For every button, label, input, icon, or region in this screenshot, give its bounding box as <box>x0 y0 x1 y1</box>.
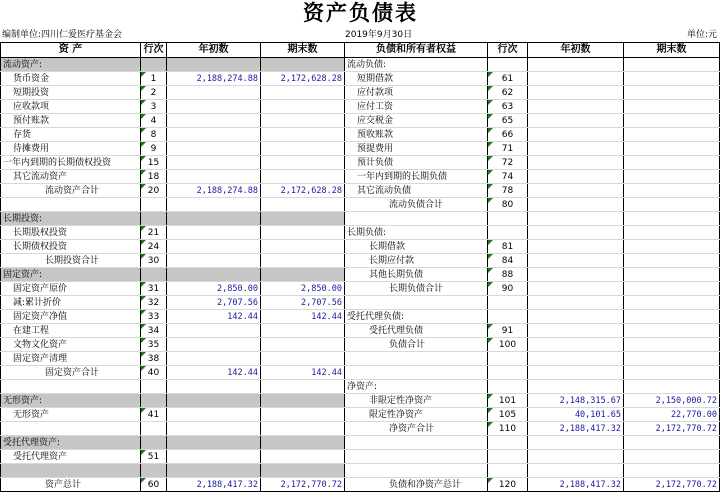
end-amount[interactable] <box>624 352 720 366</box>
end-amount[interactable] <box>624 226 720 240</box>
header-row <box>1 43 720 58</box>
end-amount[interactable] <box>261 198 345 212</box>
line-number[interactable] <box>488 436 528 450</box>
line-number[interactable]: 80 <box>488 198 528 212</box>
report-date: 2019年9月30日 <box>345 30 413 40</box>
begin-amount[interactable] <box>528 338 624 352</box>
end-amount[interactable]: 2,172,770.72 <box>624 478 720 492</box>
line-number[interactable]: 20 <box>141 184 167 198</box>
end-amount[interactable] <box>624 240 720 254</box>
end-amount[interactable]: 2,172,770.72 <box>261 478 345 492</box>
end-amount[interactable]: 142.44 <box>261 310 345 324</box>
begin-amount[interactable] <box>528 296 624 310</box>
end-amount[interactable] <box>624 254 720 268</box>
liability-label[interactable]: 流动负债: <box>345 58 488 72</box>
end-amount[interactable] <box>624 114 720 128</box>
table-row <box>1 464 720 478</box>
line-number[interactable]: 34 <box>141 324 167 338</box>
begin-amount[interactable] <box>528 142 624 156</box>
begin-amount[interactable] <box>528 310 624 324</box>
line-number[interactable]: 21 <box>141 226 167 240</box>
end-amount[interactable] <box>624 156 720 170</box>
liability-label[interactable]: 应付款项 <box>345 86 488 100</box>
asset-label[interactable]: 长期股权投资 <box>1 226 141 240</box>
liability-label[interactable]: 应付工资 <box>345 100 488 114</box>
line-number[interactable]: 63 <box>488 100 528 114</box>
line-number[interactable]: 31 <box>141 282 167 296</box>
asset-label[interactable]: 其它流动资产 <box>1 170 141 184</box>
end-amount[interactable]: 2,707.56 <box>261 296 345 310</box>
liability-label[interactable]: 限定性净资产 <box>345 408 488 422</box>
line-number[interactable]: 71 <box>488 142 528 156</box>
line-number[interactable] <box>141 268 167 282</box>
end-amount[interactable] <box>624 198 720 212</box>
liability-label[interactable]: 负债和净资产总计 <box>345 478 488 492</box>
liability-label[interactable]: 长期借款 <box>345 240 488 254</box>
table-row <box>1 170 720 184</box>
table-row <box>1 422 720 436</box>
liability-label[interactable] <box>345 450 488 464</box>
begin-amount[interactable] <box>167 212 261 226</box>
line-number[interactable] <box>488 58 528 72</box>
line-number[interactable]: 72 <box>488 156 528 170</box>
line-number[interactable]: 32 <box>141 296 167 310</box>
begin-amount[interactable] <box>167 268 261 282</box>
asset-label[interactable] <box>1 198 141 212</box>
asset-label[interactable]: 受托代理资产: <box>1 436 141 450</box>
begin-amount[interactable] <box>167 128 261 142</box>
begin-amount[interactable]: 40,101.65 <box>528 408 624 422</box>
header-end-2: 期末数 <box>624 43 720 58</box>
table-row <box>1 436 720 450</box>
line-number[interactable] <box>488 366 528 380</box>
line-number[interactable]: 30 <box>141 254 167 268</box>
liability-label[interactable]: 应交税金 <box>345 114 488 128</box>
end-amount[interactable] <box>261 422 345 436</box>
end-amount[interactable]: 2,172,628.28 <box>261 184 345 198</box>
end-amount[interactable]: 2,172,770.72 <box>624 422 720 436</box>
liability-label[interactable]: 预提费用 <box>345 142 488 156</box>
begin-amount[interactable] <box>528 352 624 366</box>
line-number[interactable] <box>141 198 167 212</box>
table-row <box>1 184 720 198</box>
liability-label[interactable]: 其它流动负债 <box>345 184 488 198</box>
asset-label[interactable] <box>1 380 141 394</box>
liability-label[interactable]: 流动负债合计 <box>345 198 488 212</box>
begin-amount[interactable] <box>528 324 624 338</box>
liability-label[interactable]: 净资产合计 <box>345 422 488 436</box>
begin-amount[interactable] <box>528 156 624 170</box>
line-number[interactable] <box>141 464 167 478</box>
liability-label[interactable]: 受托代理负债 <box>345 324 488 338</box>
liability-label[interactable]: 其他长期负债 <box>345 268 488 282</box>
end-amount[interactable]: 2,150,000.72 <box>624 394 720 408</box>
begin-amount[interactable] <box>167 450 261 464</box>
line-number[interactable]: 51 <box>141 450 167 464</box>
line-number[interactable]: 81 <box>488 240 528 254</box>
line-number[interactable] <box>141 436 167 450</box>
begin-amount[interactable] <box>528 268 624 282</box>
table-row <box>1 408 720 422</box>
line-number[interactable]: 33 <box>141 310 167 324</box>
begin-amount[interactable]: 2,188,417.32 <box>528 478 624 492</box>
asset-label[interactable]: 一年内到期的长期债权投资 <box>1 156 141 170</box>
end-amount[interactable] <box>261 450 345 464</box>
begin-amount[interactable]: 2,707.56 <box>167 296 261 310</box>
end-amount[interactable] <box>261 58 345 72</box>
end-amount[interactable] <box>261 338 345 352</box>
begin-amount[interactable] <box>528 86 624 100</box>
table-row <box>1 128 720 142</box>
begin-amount[interactable] <box>528 464 624 478</box>
line-number[interactable]: 90 <box>488 282 528 296</box>
table-row <box>1 380 720 394</box>
line-number[interactable] <box>141 380 167 394</box>
table-row <box>1 352 720 366</box>
end-amount[interactable] <box>261 268 345 282</box>
begin-amount[interactable] <box>528 436 624 450</box>
end-amount[interactable] <box>624 464 720 478</box>
line-number[interactable]: 4 <box>141 114 167 128</box>
begin-amount[interactable] <box>528 240 624 254</box>
begin-amount[interactable] <box>528 226 624 240</box>
begin-amount[interactable] <box>167 58 261 72</box>
begin-amount[interactable] <box>167 100 261 114</box>
begin-amount[interactable]: 2,188,417.32 <box>528 422 624 436</box>
line-number[interactable]: 38 <box>141 352 167 366</box>
end-amount[interactable] <box>261 114 345 128</box>
line-number[interactable] <box>488 450 528 464</box>
table-row <box>1 72 720 86</box>
begin-amount[interactable]: 2,148,315.67 <box>528 394 624 408</box>
end-amount[interactable]: 142.44 <box>261 366 345 380</box>
asset-label[interactable] <box>1 464 141 478</box>
asset-label[interactable]: 固定资产: <box>1 268 141 282</box>
end-amount[interactable] <box>624 380 720 394</box>
end-amount[interactable] <box>261 128 345 142</box>
begin-amount[interactable]: 142.44 <box>167 366 261 380</box>
line-number[interactable]: 40 <box>141 366 167 380</box>
begin-amount[interactable] <box>167 198 261 212</box>
liability-label[interactable] <box>345 436 488 450</box>
asset-label[interactable] <box>1 422 141 436</box>
org-name: 编制单位:四川仁爱医疗基金会 <box>2 30 123 40</box>
line-number[interactable] <box>141 422 167 436</box>
asset-label[interactable]: 长期投资: <box>1 212 141 226</box>
begin-amount[interactable] <box>528 198 624 212</box>
begin-amount[interactable] <box>167 394 261 408</box>
table-row <box>1 338 720 352</box>
begin-amount[interactable] <box>167 436 261 450</box>
table-row <box>1 478 720 492</box>
begin-amount[interactable] <box>528 184 624 198</box>
end-amount[interactable] <box>624 142 720 156</box>
liability-label[interactable] <box>345 464 488 478</box>
table-row <box>1 100 720 114</box>
end-amount[interactable] <box>261 142 345 156</box>
end-amount[interactable] <box>624 184 720 198</box>
line-number[interactable]: 3 <box>141 100 167 114</box>
asset-label[interactable]: 固定资产清理 <box>1 352 141 366</box>
liability-label[interactable]: 非限定性净资产 <box>345 394 488 408</box>
begin-amount[interactable] <box>528 212 624 226</box>
liability-label[interactable]: 长期负债: <box>345 226 488 240</box>
asset-label[interactable]: 货币资金 <box>1 72 141 86</box>
begin-amount[interactable]: 2,850.00 <box>167 282 261 296</box>
asset-label[interactable]: 在建工程 <box>1 324 141 338</box>
begin-amount[interactable] <box>167 142 261 156</box>
asset-label[interactable]: 待摊费用 <box>1 142 141 156</box>
end-amount[interactable] <box>261 254 345 268</box>
liability-label[interactable]: 负债合计 <box>345 338 488 352</box>
begin-amount[interactable] <box>167 114 261 128</box>
asset-label[interactable]: 无形资产: <box>1 394 141 408</box>
liability-label[interactable]: 一年内到期的长期负债 <box>345 170 488 184</box>
end-amount[interactable] <box>624 72 720 86</box>
begin-amount[interactable] <box>528 450 624 464</box>
header-end: 期末数 <box>261 43 345 58</box>
end-amount[interactable]: 22,770.00 <box>624 408 720 422</box>
table-row <box>1 450 720 464</box>
liability-label[interactable] <box>345 352 488 366</box>
line-number[interactable]: 100 <box>488 338 528 352</box>
liability-label[interactable]: 受托代理负债: <box>345 310 488 324</box>
line-number[interactable]: 41 <box>141 408 167 422</box>
liability-label[interactable]: 净资产: <box>345 380 488 394</box>
begin-amount[interactable] <box>167 408 261 422</box>
begin-amount[interactable] <box>528 72 624 86</box>
line-number[interactable]: 91 <box>488 324 528 338</box>
liability-label[interactable] <box>345 296 488 310</box>
line-number[interactable] <box>141 58 167 72</box>
line-number[interactable] <box>488 310 528 324</box>
line-number[interactable]: 61 <box>488 72 528 86</box>
begin-amount[interactable]: 2,188,274.88 <box>167 72 261 86</box>
line-number[interactable] <box>488 296 528 310</box>
end-amount[interactable]: 2,172,628.28 <box>261 72 345 86</box>
begin-amount[interactable] <box>167 380 261 394</box>
header-liabilities: 负债和所有者权益 <box>345 43 488 58</box>
line-number[interactable]: 88 <box>488 268 528 282</box>
table-row <box>1 240 720 254</box>
end-amount[interactable]: 2,850.00 <box>261 282 345 296</box>
balance-sheet-table <box>0 42 720 492</box>
end-amount[interactable] <box>624 436 720 450</box>
end-amount[interactable] <box>261 212 345 226</box>
end-amount[interactable] <box>624 170 720 184</box>
end-amount[interactable] <box>624 58 720 72</box>
table-row <box>1 198 720 212</box>
asset-label[interactable]: 文物文化资产 <box>1 338 141 352</box>
begin-amount[interactable] <box>528 58 624 72</box>
table-row <box>1 366 720 380</box>
begin-amount[interactable] <box>528 128 624 142</box>
line-number[interactable]: 74 <box>488 170 528 184</box>
liability-label[interactable]: 长期负债合计 <box>345 282 488 296</box>
end-amount[interactable] <box>624 268 720 282</box>
end-amount[interactable] <box>261 324 345 338</box>
table-row <box>1 58 720 72</box>
liability-label[interactable] <box>345 366 488 380</box>
end-amount[interactable] <box>624 86 720 100</box>
end-amount[interactable] <box>261 240 345 254</box>
header-assets: 资 产 <box>1 43 141 58</box>
end-amount[interactable] <box>261 100 345 114</box>
table-row <box>1 268 720 282</box>
asset-label[interactable]: 固定资产净值 <box>1 310 141 324</box>
begin-amount[interactable] <box>528 170 624 184</box>
table-row <box>1 142 720 156</box>
table-row <box>1 212 720 226</box>
begin-amount[interactable] <box>167 422 261 436</box>
header-line: 行次 <box>141 43 167 58</box>
end-amount[interactable] <box>261 156 345 170</box>
line-number[interactable] <box>488 212 528 226</box>
table-row <box>1 254 720 268</box>
end-amount[interactable] <box>624 212 720 226</box>
begin-amount[interactable] <box>167 338 261 352</box>
begin-amount[interactable] <box>528 282 624 296</box>
end-amount[interactable] <box>624 310 720 324</box>
line-number[interactable]: 110 <box>488 422 528 436</box>
liability-label[interactable]: 预收账款 <box>345 128 488 142</box>
line-number[interactable]: 18 <box>141 170 167 184</box>
line-number[interactable] <box>141 212 167 226</box>
end-amount[interactable] <box>624 296 720 310</box>
end-amount[interactable] <box>261 436 345 450</box>
end-amount[interactable] <box>261 380 345 394</box>
begin-amount[interactable] <box>528 114 624 128</box>
end-amount[interactable] <box>261 86 345 100</box>
end-amount[interactable] <box>261 226 345 240</box>
line-number[interactable] <box>488 352 528 366</box>
line-number[interactable]: 2 <box>141 86 167 100</box>
header-begin: 年初数 <box>167 43 261 58</box>
end-amount[interactable] <box>624 338 720 352</box>
report-title: 资产负债表 <box>303 0 418 25</box>
line-number[interactable]: 78 <box>488 184 528 198</box>
line-number[interactable]: 62 <box>488 86 528 100</box>
table-row <box>1 394 720 408</box>
end-amount[interactable] <box>261 352 345 366</box>
begin-amount[interactable] <box>167 254 261 268</box>
begin-amount[interactable] <box>167 352 261 366</box>
line-number[interactable]: 1 <box>141 72 167 86</box>
asset-label[interactable]: 减:累计折价 <box>1 296 141 310</box>
header-begin-2: 年初数 <box>528 43 624 58</box>
table-row <box>1 226 720 240</box>
table-row <box>1 324 720 338</box>
table-row <box>1 86 720 100</box>
line-number[interactable] <box>488 380 528 394</box>
begin-amount[interactable] <box>167 156 261 170</box>
asset-label[interactable]: 存货 <box>1 128 141 142</box>
asset-label[interactable]: 无形资产 <box>1 408 141 422</box>
line-number[interactable]: 9 <box>141 142 167 156</box>
line-number[interactable]: 24 <box>141 240 167 254</box>
liability-label[interactable]: 预计负债 <box>345 156 488 170</box>
asset-label[interactable]: 固定资产原价 <box>1 282 141 296</box>
begin-amount[interactable]: 2,188,417.32 <box>167 478 261 492</box>
begin-amount[interactable] <box>167 170 261 184</box>
begin-amount[interactable] <box>167 324 261 338</box>
line-number[interactable]: 101 <box>488 394 528 408</box>
begin-amount[interactable]: 2,188,274.88 <box>167 184 261 198</box>
begin-amount[interactable] <box>528 254 624 268</box>
line-number[interactable]: 60 <box>141 478 167 492</box>
end-amount[interactable] <box>261 408 345 422</box>
begin-amount[interactable] <box>528 100 624 114</box>
liability-label[interactable] <box>345 212 488 226</box>
begin-amount[interactable] <box>167 464 261 478</box>
end-amount[interactable] <box>261 170 345 184</box>
header-line-2: 行次 <box>488 43 528 58</box>
asset-label[interactable]: 应收款项 <box>1 100 141 114</box>
asset-label[interactable]: 受托代理资产 <box>1 450 141 464</box>
begin-amount[interactable] <box>167 226 261 240</box>
table-row <box>1 282 720 296</box>
end-amount[interactable] <box>624 282 720 296</box>
line-number[interactable]: 15 <box>141 156 167 170</box>
begin-amount[interactable] <box>167 86 261 100</box>
table-row <box>1 114 720 128</box>
line-number[interactable] <box>488 226 528 240</box>
begin-amount[interactable] <box>528 366 624 380</box>
line-number[interactable] <box>141 394 167 408</box>
asset-label[interactable]: 长期投资合计 <box>1 254 141 268</box>
table-row <box>1 310 720 324</box>
asset-label[interactable]: 资产总计 <box>1 478 141 492</box>
asset-label[interactable]: 流动资产合计 <box>1 184 141 198</box>
asset-label[interactable]: 长期债权投资 <box>1 240 141 254</box>
table-row <box>1 156 720 170</box>
line-number[interactable]: 65 <box>488 114 528 128</box>
line-number[interactable]: 84 <box>488 254 528 268</box>
asset-label[interactable]: 流动资产: <box>1 58 141 72</box>
line-number[interactable] <box>488 464 528 478</box>
begin-amount[interactable] <box>528 380 624 394</box>
currency-unit: 单位:元 <box>686 30 717 40</box>
asset-label[interactable]: 固定资产合计 <box>1 366 141 380</box>
end-amount[interactable] <box>624 324 720 338</box>
asset-label[interactable]: 预付账款 <box>1 114 141 128</box>
end-amount[interactable] <box>624 128 720 142</box>
table-row <box>1 296 720 310</box>
end-amount[interactable] <box>624 366 720 380</box>
end-amount[interactable] <box>624 100 720 114</box>
line-number[interactable]: 8 <box>141 128 167 142</box>
liability-label[interactable]: 长期应付款 <box>345 254 488 268</box>
end-amount[interactable] <box>261 464 345 478</box>
line-number[interactable]: 120 <box>488 478 528 492</box>
liability-label[interactable]: 短期借款 <box>345 72 488 86</box>
begin-amount[interactable]: 142.44 <box>167 310 261 324</box>
line-number[interactable]: 66 <box>488 128 528 142</box>
line-number[interactable]: 105 <box>488 408 528 422</box>
asset-label[interactable]: 短期投资 <box>1 86 141 100</box>
end-amount[interactable] <box>624 450 720 464</box>
end-amount[interactable] <box>261 394 345 408</box>
line-number[interactable]: 35 <box>141 338 167 352</box>
begin-amount[interactable] <box>167 240 261 254</box>
